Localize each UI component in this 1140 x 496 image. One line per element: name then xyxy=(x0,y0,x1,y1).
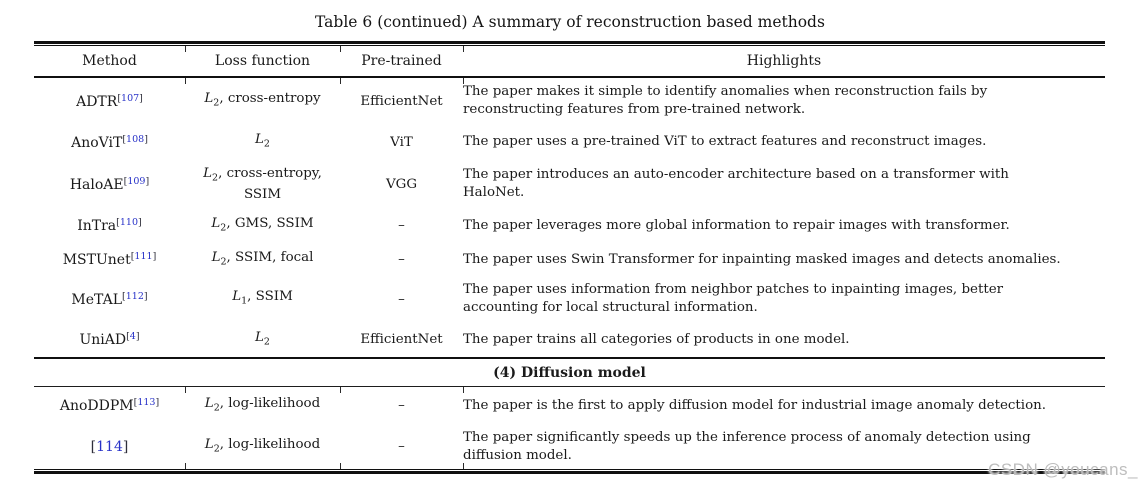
column-divider-tick xyxy=(185,387,186,393)
citation-link[interactable]: [110] xyxy=(116,217,142,228)
table-caption: Table 6 (continued) A summary of reconstruction based methods xyxy=(315,13,825,31)
citation-link[interactable]: [109] xyxy=(123,175,150,187)
pretrained-cell: EfficientNet xyxy=(360,332,443,347)
csdn-watermark: CSDN @youcans_ xyxy=(988,460,1138,479)
method-name: AnoViT xyxy=(71,134,123,151)
column-divider-tick xyxy=(463,387,464,393)
summary-table xyxy=(34,41,1105,474)
table-row xyxy=(34,424,1105,469)
table-row xyxy=(34,387,1105,424)
highlight-cell: The paper trains all categories of products in one model. xyxy=(463,331,850,347)
loss-cell: $L_2$, log-likelihood xyxy=(204,395,321,414)
pretrained-cell: EfficientNet xyxy=(360,93,443,109)
column-divider-tick xyxy=(340,78,341,84)
method-cell xyxy=(34,291,185,308)
method-cell xyxy=(34,397,185,414)
highlight-cell: The paper uses a pre-trained ViT to extract features and reconstruct images. xyxy=(463,134,987,149)
highlight-cell: The paper makes it simple to identify anomalies when reconstruction fails by reconstructing features from pre-trained network. xyxy=(463,84,988,117)
column-header-loss-function: Loss function xyxy=(214,52,311,69)
citation-link[interactable]: [107] xyxy=(117,92,143,104)
method-cell xyxy=(34,176,185,193)
column-divider-tick xyxy=(463,463,464,469)
pretrained-cell: – xyxy=(398,398,405,413)
citation-link[interactable]: [112] xyxy=(122,290,148,302)
method-name: UniAD xyxy=(79,332,127,348)
column-divider-tick xyxy=(463,78,464,84)
highlight-cell: The paper uses Swin Transformer for inpainting masked images and detects anomalies. xyxy=(463,251,1061,267)
column-divider-tick xyxy=(340,463,341,469)
loss-cell: $L_2$, SSIM, focal xyxy=(211,249,314,268)
method-name: AnoDDPM xyxy=(59,398,134,414)
column-divider-tick xyxy=(185,463,186,469)
method-cell xyxy=(34,439,185,455)
citation-link[interactable]: [4] xyxy=(126,331,140,342)
method-cell xyxy=(34,134,185,151)
loss-cell: $L_2$ xyxy=(255,132,270,150)
citation-link[interactable]: [114] xyxy=(90,438,129,455)
highlight-cell: The paper leverages more global information to repair images with transformer. xyxy=(463,217,1010,233)
pretrained-cell: – xyxy=(398,291,405,307)
method-name: ADTR xyxy=(76,93,118,110)
loss-cell: $L_2$, cross-entropy, SSIM xyxy=(203,165,322,203)
column-divider-tick xyxy=(185,46,186,52)
loss-cell: $L_2$ xyxy=(255,329,270,348)
citation-link[interactable]: [111] xyxy=(130,251,157,262)
highlight-cell: The paper significantly speeds up the inference process of anomaly detection using diffusion model. xyxy=(463,429,1031,463)
table-row xyxy=(34,124,1105,160)
highlight-cell: The paper uses information from neighbor patches to inpainting images, better accounting for local structural information. xyxy=(463,282,1004,315)
table-header-row xyxy=(34,46,1105,78)
loss-cell: $L_1$, SSIM xyxy=(232,289,293,307)
pretrained-cell: – xyxy=(398,218,405,233)
column-divider-tick xyxy=(463,46,464,52)
pretrained-cell: ViT xyxy=(390,134,413,150)
table-row xyxy=(34,160,1105,208)
loss-cell: $L_2$, cross-entropy xyxy=(204,91,321,109)
method-name: HaloAE xyxy=(69,176,124,193)
column-divider-tick xyxy=(340,387,341,393)
column-header-pre-trained: Pre-trained xyxy=(361,53,442,69)
method-cell xyxy=(34,217,185,234)
method-name: MeTAL xyxy=(71,291,123,308)
pretrained-cell: – xyxy=(398,252,405,267)
table-row xyxy=(34,78,1105,124)
method-name: InTra xyxy=(77,218,117,234)
method-cell xyxy=(34,251,185,268)
table-row xyxy=(34,208,1105,243)
highlight-cell: The paper is the first to apply diffusion model for industrial image anomaly detection. xyxy=(463,397,1047,413)
loss-cell: $L_2$, GMS, SSIM xyxy=(211,215,314,234)
column-divider-tick xyxy=(185,78,186,84)
table-row xyxy=(34,243,1105,276)
pretrained-cell: VGG xyxy=(385,176,418,192)
citation-link[interactable]: [108] xyxy=(122,133,148,145)
citation-link[interactable]: [113] xyxy=(133,397,160,408)
highlight-cell: The paper introduces an auto-encoder architecture based on a transformer with HaloNet. xyxy=(463,167,1009,200)
table-row xyxy=(34,322,1105,357)
loss-cell: $L_2$, log-likelihood xyxy=(204,436,321,455)
table-bottom-rule xyxy=(34,469,1105,474)
method-cell xyxy=(34,93,185,110)
section-header-diffusion-model: (4) Diffusion model xyxy=(34,357,1105,387)
method-name: MSTUnet xyxy=(62,252,131,268)
column-header-highlights: Highlights xyxy=(746,53,822,69)
column-divider-tick xyxy=(340,46,341,52)
method-cell xyxy=(34,331,185,348)
pretrained-cell: – xyxy=(398,439,405,454)
table-row xyxy=(34,276,1105,322)
column-header-method: Method xyxy=(82,53,137,69)
